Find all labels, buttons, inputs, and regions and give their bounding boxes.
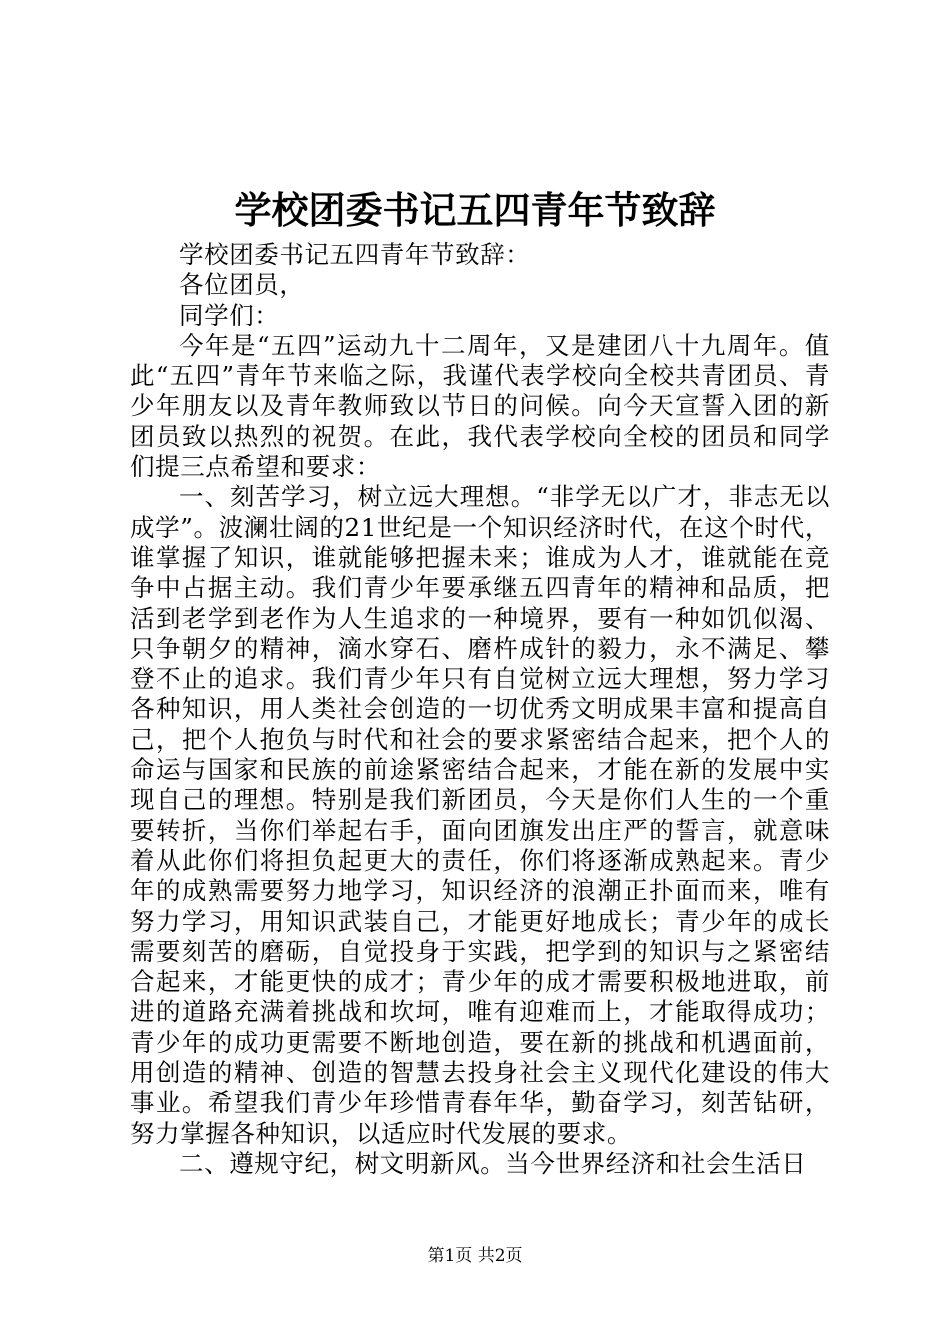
paragraph-point-one: 一、刻苦学习，树立远大理想。“非学无以广才，非志无以成学”。波澜壮阔的21世纪是一个知识经济时代，在这个时代，谁掌握了知识，谁就能够把握未来；谁成为人才，谁就能在竞争中占据主动。我们青少年要承继五四青年的精神和品质，把活到老学到老作为人生追求的一种境界，要有一种如饥似渴、只争朝夕的精神，滴水穿石、磨杵成针的毅力，永不满足、攀登不止的追求。我们青少年只有自觉树立远大理想，努力学习各种知识，用人类社会创造的一切优秀文明成果丰富和提高自己，把个人抱负与时代和社会的要求紧密结合起来，把个人的命运与国家和民族的前途紧密结合起来，才能在新的发展中实现自己的理想。特别是我们新团员，今天是你们人生的一个重要转折，当你们举起右手，面向团旗发出庄严的誓言，就意味着从此你们将担负起更大的责任，你们将逐渐成熟起来。青少年的成熟需要努力地学习，知识经济的浪潮正扑面而来，唯有努力学习，用知识武装自己，才能更好地成长；青少年的成长需要刻苦的磨砺，自觉投身于实践，把学到的知识与之紧密结合起来，才能更快的成才；青少年的成才需要积极地进取，前进的道路充满着挑战和坎坷，唯有迎难而上，才能取得成功；青少年的成功更需要不断地创造，要在新的挑战和机遇面前，用创造的精神、创造的智慧去投身社会主义现代化建设的伟大事业。希望我们青少年珍惜青春年华，勤奋学习，刻苦钻研，努力掌握各种知识，以适应时代发展的要求。 (130, 482, 830, 1148)
document-title: 学校团委书记五四青年节致辞 (234, 188, 716, 232)
paragraph-point-two: 二、遵规守纪，树文明新风。当今世界经济和社会生活日 (179, 1148, 807, 1178)
paragraph-intro: 今年是“五四”运动九十二周年，又是建团八十九周年。值此“五四”青年节来临之际，我谨代表学校向全校共青团员、青少年朋友以及青年教师致以节日的问候。向今天宣誓入团的新团员致以热烈的祝贺。在此，我代表学校向全校的团员和同学们提三点希望和要求： (130, 330, 830, 482)
paragraph-heading: 学校团委书记五四青年节致辞： (179, 240, 531, 269)
paragraph-salutation-members: 各位团员， (179, 270, 305, 300)
paragraph-salutation-students: 同学们： (179, 300, 280, 330)
document-body (130, 240, 830, 1179)
page-indicator: 第1页 共2页 (427, 1246, 523, 1266)
